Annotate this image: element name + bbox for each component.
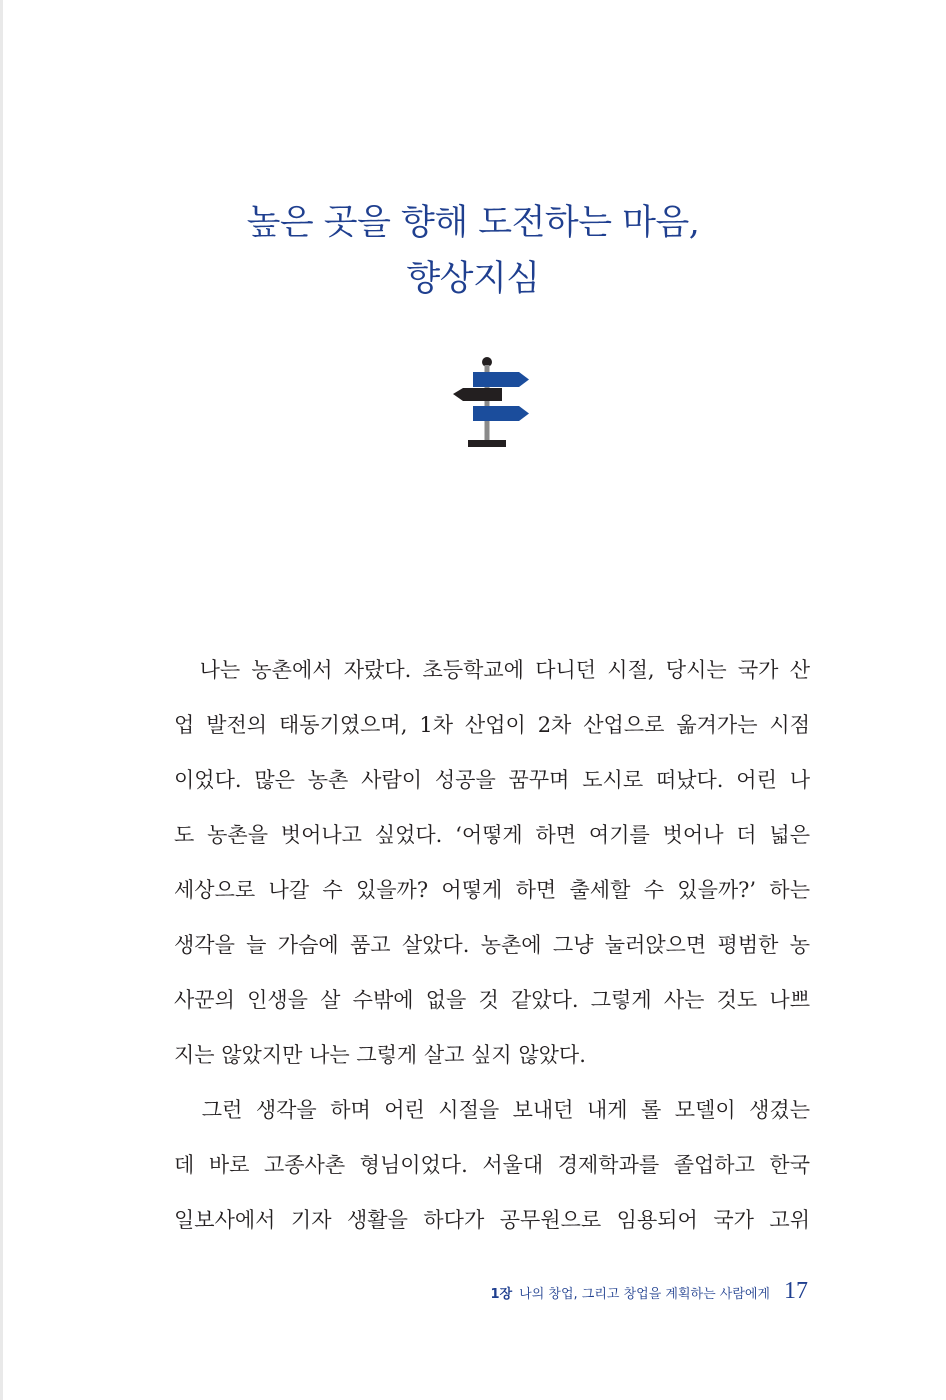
paragraph [174,643,810,1083]
page-number: 17 [784,1278,808,1304]
text-line: 도 농촌을 벗어나고 싶었다. ‘어떻게 하면 여기를 벗어나 더 넓은 [174,823,810,847]
section-title [0,195,946,307]
section-title-line-2: 향상지심 [406,259,540,299]
chapter-number: 1장 [490,1287,513,1302]
text-line: 데 바로 고종사촌 형님이었다. 서울대 경제학과를 졸업하고 한국 [174,1153,810,1177]
paragraph [174,1083,810,1248]
section-title-line-1: 높은 곳을 향해 도전하는 마음, [246,203,700,243]
page-footer [491,1278,808,1305]
text-line: 생각을 늘 가슴에 품고 살았다. 농촌에 그냥 눌러앉으면 평범한 농 [174,933,810,957]
text-line: 이었다. 많은 농촌 사람이 성공을 꿈꾸며 도시로 떠났다. 어린 나 [174,768,810,792]
chapter-title: 나의 창업, 그리고 창업을 계획하는 사람에게 [519,1287,770,1302]
signpost-icon [445,352,535,452]
text-line: 업 발전의 태동기였으며, 1차 산업이 2차 산업으로 옮겨가는 시점 [174,713,810,737]
body-text [174,643,810,1248]
text-line: 지는 않았지만 나는 그렇게 살고 싶지 않았다. [174,1043,586,1067]
text-line: 나는 농촌에서 자랐다. 초등학교에 다니던 시절, 당시는 국가 산 [174,658,810,682]
text-line: 그런 생각을 하며 어린 시절을 보내던 내게 롤 모델이 생겼는 [174,1098,810,1122]
text-line: 사꾼의 인생을 살 수밖에 없을 것 같았다. 그렇게 사는 것도 나쁘 [174,988,810,1012]
text-line: 세상으로 나갈 수 있을까? 어떻게 하면 출세할 수 있을까?’ 하는 [174,878,810,902]
text-line: 일보사에서 기자 생활을 하다가 공무원으로 임용되어 국가 고위 [174,1208,810,1232]
